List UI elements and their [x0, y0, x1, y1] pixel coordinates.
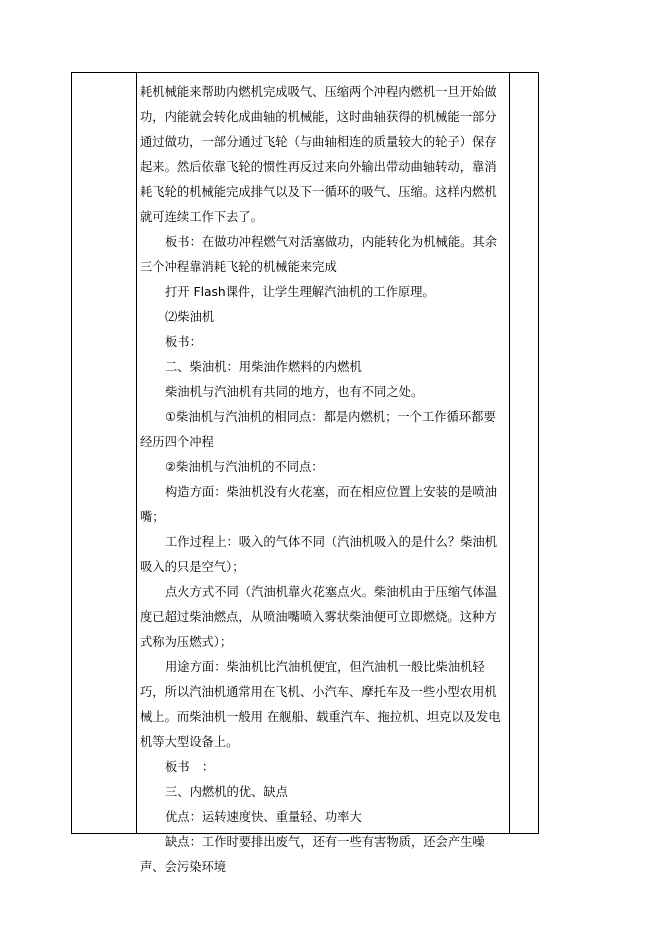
table-right-border — [538, 72, 539, 834]
paragraph-13: 用途方面：柴油机比汽油机便宜，但汽油机一般比柴油机轻巧，所以汽油机通常用在飞机、小汽车、摩托车及一些小型农用机械上。而柴油机一般用 在舰船、载重汽车、拖拉机、坦克以及发电机等大型设备上。 — [140, 660, 501, 749]
table-left-border — [71, 72, 72, 834]
table-divider-left — [136, 72, 137, 834]
table-top-border — [71, 72, 539, 73]
paragraph-11: 工作过程上：吸入的气体不同（汽油机吸入的是什么？柴油机吸入的只是空气）； — [140, 535, 498, 574]
paragraph-3: 打开 Flash课件，让学生理解汽油机的工作原理。 — [165, 285, 435, 299]
paragraph-5: 板书： — [165, 335, 202, 349]
paragraph-7: 柴油机与汽油机有共同的地方，也有不同之处。 — [165, 385, 424, 399]
paragraph-16: 优点：运转速度快、重量轻、功率大 — [165, 810, 362, 824]
paragraph-2: 板书：在做功冲程燃气对活塞做功，内能转化为机械能。其余三个冲程靠消耗飞轮的机械能来完成 — [140, 235, 498, 274]
paragraph-15: 三、内燃机的优、缺点 — [165, 785, 288, 799]
paragraph-8: ①柴油机与汽油机的相同点：都是内燃机；一个工作循环都要经历四个冲程 — [140, 410, 496, 449]
paragraph-6: 二、柴油机：用柴油作燃料的内燃机 — [165, 360, 362, 374]
paragraph-1: 耗机械能来帮助内燃机完成吸气、压缩两个冲程内燃机一旦开始做功，内能就会转化成曲轴的机械能，这时曲轴获得的机械能一部分通过做功，一部分通过飞轮（与曲轴相连的质量较大的轮子）保存起来。然后依靠飞轮的惯性再反过来向外输出带动曲轴转动，靠消耗飞轮的机械能完成排气以及下一循环的吸气、压缩。这样内燃机就可连续工作下去了。 — [140, 85, 497, 224]
paragraph-4: ⑵柴油机 — [165, 310, 215, 324]
paragraph-14: 板书 ： — [165, 760, 215, 774]
paragraph-9: ②柴油机与汽油机的不同点： — [165, 460, 324, 474]
lesson-content-cell — [140, 80, 508, 880]
paragraph-12: 点火方式不同（汽油机靠火花塞点火。柴油机由于压缩气体温度已超过柴油燃点，从喷油嘴喷入雾状柴油便可立即燃烧。这种方式称为压燃式）； — [140, 585, 498, 649]
paragraph-10: 构造方面：柴油机没有火花塞，而在相应位置上安装的是喷油嘴； — [140, 485, 498, 524]
table-divider-right — [509, 72, 510, 834]
paragraph-17: 缺点：工作时要排出废气，还有一些有害物质，还会产生噪声、会污染环境 — [140, 835, 485, 874]
